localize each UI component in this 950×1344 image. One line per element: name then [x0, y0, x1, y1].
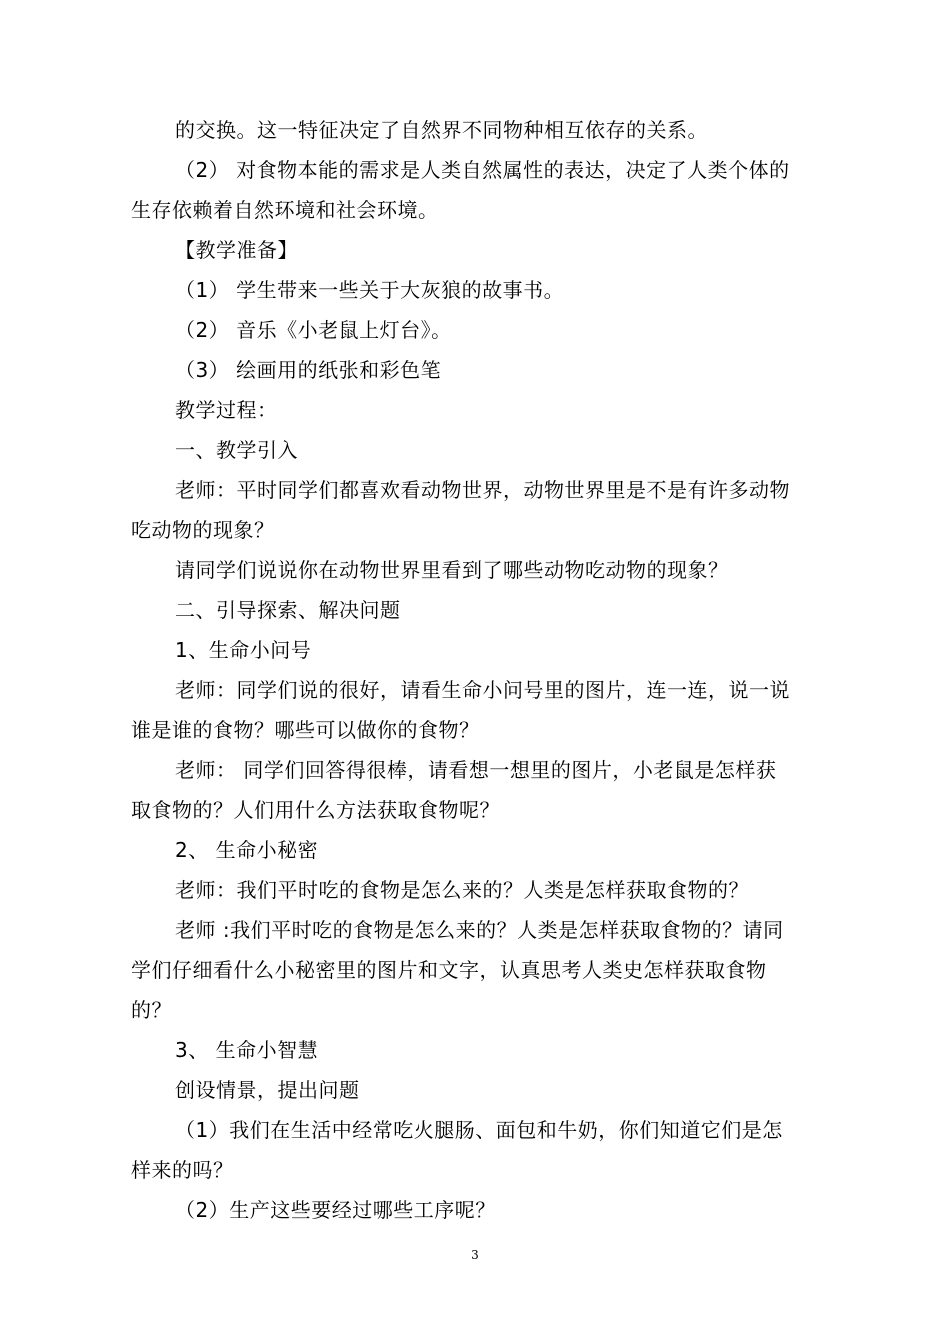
section-heading: 【教学准备】	[175, 238, 298, 262]
paragraph-line: 学们仔细看什么小秘密里的图片和文字，认真思考人类史怎样获取食物	[131, 958, 767, 982]
list-item: （2） 音乐《小老鼠上灯台》。	[175, 318, 452, 342]
paragraph-line: 创设情景，提出问题	[175, 1078, 360, 1102]
paragraph-line: 的交换。这一特征决定了自然界不同物种相互依存的关系。	[175, 118, 708, 142]
subsection-heading: 3、 生命小智慧	[175, 1038, 319, 1062]
page-number: 3	[471, 1248, 479, 1262]
paragraph-line: 样来的吗？	[131, 1158, 234, 1182]
subsection-heading: 1、生命小问号	[175, 638, 312, 662]
list-item: （1） 学生带来一些关于大灰狼的故事书。	[175, 278, 565, 302]
paragraph-line: 老师：平时同学们都喜欢看动物世界，动物世界里是不是有许多动物	[175, 478, 790, 502]
paragraph-line: 的？	[131, 998, 172, 1022]
section-heading: 二、引导探索、解决问题	[175, 598, 401, 622]
paragraph-line: 吃动物的现象？	[131, 518, 275, 542]
paragraph-line: 老师 :我们平时吃的食物是怎么来的？人类是怎样获取食物的？请同	[175, 918, 784, 942]
paragraph-line: 请同学们说说你在动物世界里看到了哪些动物吃动物的现象？	[175, 558, 729, 582]
paragraph-line: （2）生产这些要经过哪些工序呢？	[175, 1198, 496, 1222]
section-heading: 一、教学引入	[175, 438, 298, 462]
list-item: （3） 绘画用的纸张和彩色笔	[175, 358, 442, 382]
paragraph-line: 取食物的？人们用什么方法获取食物呢？	[131, 798, 500, 822]
paragraph-line: 谁是谁的食物？哪些可以做你的食物？	[131, 718, 480, 742]
section-heading: 教学过程：	[175, 398, 278, 422]
paragraph-line: 老师：我们平时吃的食物是怎么来的？人类是怎样获取食物的？	[175, 878, 749, 902]
paragraph-line: 生存依赖着自然环境和社会环境。	[131, 198, 439, 222]
paragraph-line: （2） 对食物本能的需求是人类自然属性的表达，决定了人类个体的	[175, 158, 790, 182]
paragraph-line: 老师： 同学们回答得很棒，请看想一想里的图片，小老鼠是怎样获	[175, 758, 777, 782]
subsection-heading: 2、 生命小秘密	[175, 838, 319, 862]
paragraph-line: 老师：同学们说的很好，请看生命小问号里的图片，连一连，说一说	[175, 678, 790, 702]
paragraph-line: （1）我们在生活中经常吃火腿肠、面包和牛奶，你们知道它们是怎	[175, 1118, 783, 1142]
